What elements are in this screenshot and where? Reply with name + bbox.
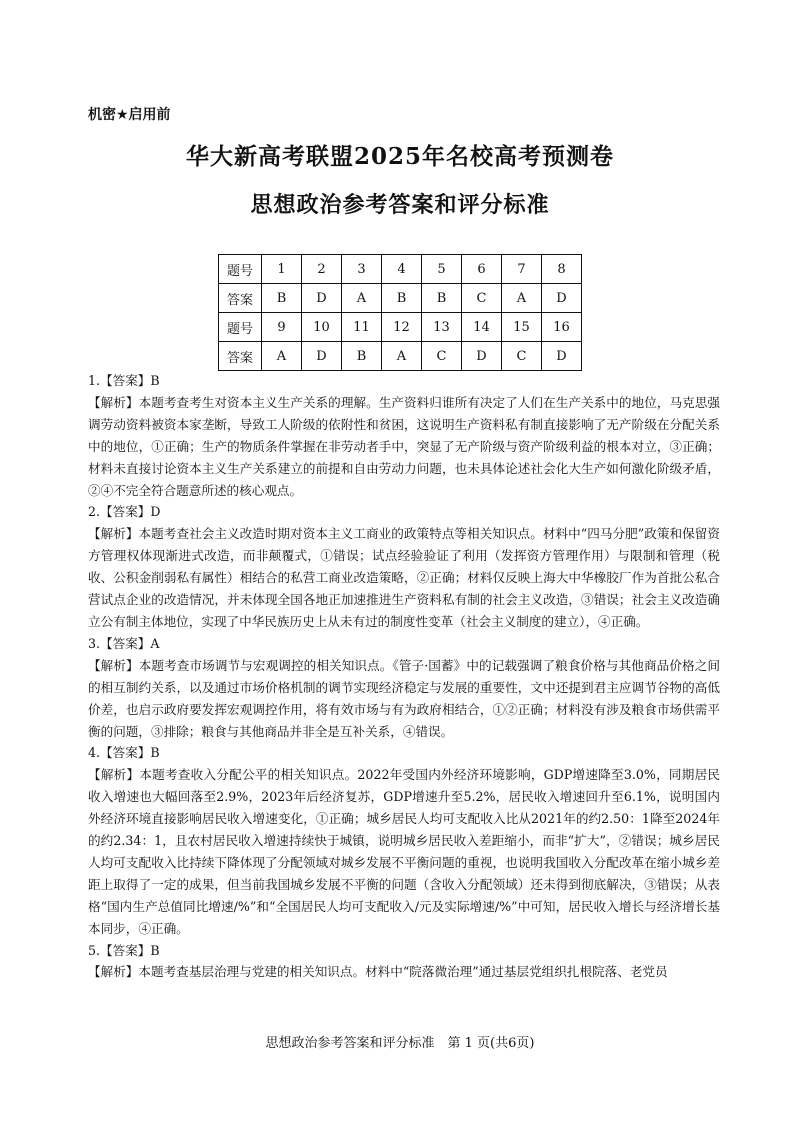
table-cell: 14 <box>462 313 502 342</box>
question-5-answer: 5.【答案】B <box>88 942 160 958</box>
exam-title: 华大新高考联盟2025年名校高考预测卷 <box>185 143 614 170</box>
table-cell: 2 <box>302 255 342 284</box>
answer-explanations <box>88 370 720 983</box>
table-cell: C <box>462 284 502 313</box>
question-2-analysis: 【解析】本题考查社会主义改造时期对资本主义工商业的政策特点等相关知识点。材料中“四马分肥”政策和保留资方管理权体现渐进式改造，而非颠覆式，①错误；试点经验验证了利用（发挥资方管理作用）与限制和管理（税收、公积金削弱私有属性）相结合的私营工商业改造策略，②正确；材料仅反映上海大中华橡胶厂作为首批公私合营试点企业的改造情况，并未体现全国各地正加速推进生产资料私有制的社会主义改造，③错误；社会主义改造确立公有制主体地位，实现了中华民族历史上从未有过的制度性变革（社会主义制度的建立），④正确。 <box>88 526 720 629</box>
table-cell: B <box>382 284 422 313</box>
table-cell: C <box>422 342 462 371</box>
table-cell: 16 <box>542 313 582 342</box>
table-cell: 6 <box>462 255 502 284</box>
table-row <box>219 284 582 313</box>
answer-key-table <box>218 254 582 371</box>
table-row <box>219 342 582 371</box>
table-cell: A <box>262 342 302 371</box>
table-cell: D <box>302 342 342 371</box>
question-5-analysis: 【解析】本题考查基层治理与党建的相关知识点。材料中“院落微治理”通过基层党组织扎根院落、老党员 <box>88 964 668 980</box>
page-footer: 思想政治参考答案和评分标准 第 1 页(共6页) <box>265 1036 535 1051</box>
table-cell: 11 <box>342 313 382 342</box>
table-cell: C <box>502 342 542 371</box>
table-cell: 5 <box>422 255 462 284</box>
table-cell: 9 <box>262 313 302 342</box>
question-4-analysis: 【解析】本题考查收入分配公平的相关知识点。2022年受国内外经济环境影响，GDP增速降至3.0%，同期居民收入增速也大幅回落至2.9%，2023年后经济复苏，GDP增速升至5.2%，居民收入增速回升至6.1%，说明国内外经济环境直接影响居民收入增速变化，①正确；城乡居民人均可支配收入比从2021年的约2.50：1降至2024年的约2.34：1，且农村居民收入增速持续快于城镇，说明城乡居民收入差距缩小，而非“扩大”，②错误；城乡居民人均可支配收入比持续下降体现了分配领域对城乡发展不平衡问题的重视，也说明我国收入分配改革在缩小城乡差距上取得了一定的成果，但当前我国城乡发展不平衡的问题（含收入分配领域）还未得到彻底解决，③错误；从表格“国内生产总值同比增速/%”和“全国居民人均可支配收入/元及实际增速/%”中可知，居民收入增长与经济增长基本同步，④正确。 <box>88 767 720 936</box>
table-cell: B <box>422 284 462 313</box>
table-row <box>219 255 582 284</box>
table-cell: A <box>382 342 422 371</box>
table-cell: 7 <box>502 255 542 284</box>
question-3-answer: 3.【答案】A <box>88 635 160 651</box>
table-row <box>219 313 582 342</box>
table-cell: 题号 <box>219 255 262 284</box>
table-cell: A <box>342 284 382 313</box>
table-cell: 12 <box>382 313 422 342</box>
document-subtitle: 思想政治参考答案和评分标准 <box>250 193 550 218</box>
table-cell: 10 <box>302 313 342 342</box>
table-cell: 答案 <box>219 284 262 313</box>
question-2-answer: 2.【答案】D <box>88 504 161 520</box>
question-1-answer: 1.【答案】B <box>88 373 160 388</box>
table-cell: D <box>302 284 342 313</box>
confidential-label: 机密★启用前 <box>88 107 171 123</box>
table-cell: 4 <box>382 255 422 284</box>
table-cell: B <box>262 284 302 313</box>
question-4-answer: 4.【答案】B <box>88 745 160 761</box>
table-cell: A <box>502 284 542 313</box>
table-cell: D <box>542 284 582 313</box>
table-cell: 15 <box>502 313 542 342</box>
table-cell: 1 <box>262 255 302 284</box>
table-cell: 答案 <box>219 342 262 371</box>
table-cell: B <box>342 342 382 371</box>
question-3-analysis: 【解析】本题考查市场调节与宏观调控的相关知识点。《管子·国蓄》中的记载强调了粮食价格与其他商品价格之间的相互制约关系，以及通过市场价格机制的调节实现经济稳定与发展的重要性，文中还提到君主应调节谷物的高低价差，也启示政府要发挥宏观调控作用，将有效市场与有为政府相结合，①②正确；材料没有涉及粮食市场供需平衡的问题，③排除；粮食与其他商品并非全是互补关系，④错误。 <box>88 657 720 739</box>
table-cell: 3 <box>342 255 382 284</box>
question-1-analysis: 【解析】本题考查考生对资本主义生产关系的理解。生产资料归谁所有决定了人们在生产关系中的地位，马克思强调劳动资料被资本家垄断，导致工人阶级的依附性和贫困，这说明生产资料私有制直接影响了无产阶级在分配关系中的地位，①正确；生产的物质条件掌握在非劳动者手中，突显了无产阶级与资产阶级利益的根本对立，③正确；材料未直接讨论资本主义生产关系建立的前提和自由劳动力问题，也未具体论述社会化大生产如何激化阶级矛盾，②④不完全符合题意所述的核心观点。 <box>88 394 720 498</box>
table-cell: 题号 <box>219 313 262 342</box>
table-cell: D <box>542 342 582 371</box>
table-cell: 8 <box>542 255 582 284</box>
table-cell: 13 <box>422 313 462 342</box>
table-cell: D <box>462 342 502 371</box>
